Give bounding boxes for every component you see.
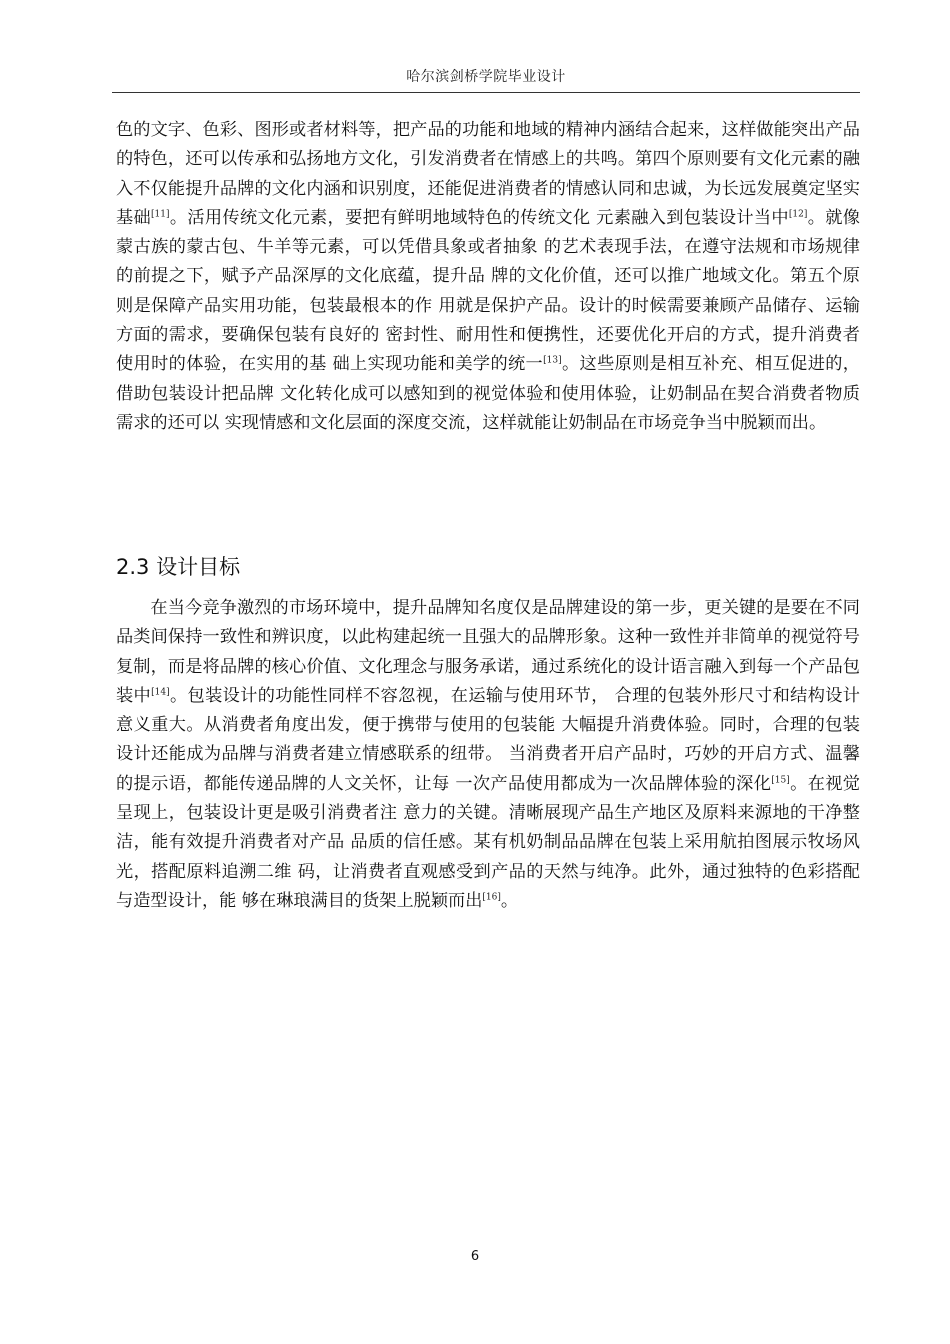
paragraph-text: 。就像蒙古族的蒙古包、牛羊等元素，可以凭借具象或者抽象 的艺术表现手法，在遵守法规和市场规律的前提之下，赋予产品深厚的文化底蕴，提升品 牌的文化价值，还可以推广地域文化。第五个原则是保障产品实用功能，包装最根本的作 用就是保护产品。设计的时候需要兼顾产品储存、运输方面的需求，要确保包装有良好的 密封性、耐用性和便携性，还要优化开启的方式，提升消费者使用时的体验，在实用的基 础上实现功能和美学的统一 [116,207,860,375]
paragraph-text: 。 [500,890,519,911]
header-divider [112,92,860,93]
running-header: 哈尔滨剑桥学院毕业设计 [406,69,566,85]
citation-marker: [13] [543,355,562,366]
body-paragraph [116,116,860,438]
citation-marker: [11] [151,209,170,220]
paragraph-text: 色的文字、色彩、图形或者材料等，把产品的功能和地域的精神内涵结合起来，这样做能突出产品的特色，还可以传承和弘扬地方文化，引发消费者在情感上的共鸣。第四个原则要有文化元素的融入不仅能提升品牌的文化内涵和识别度，还能促进消费者的情感认同和忠诚，为长远发展奠定坚实基础 [116,120,860,228]
body-paragraph [116,594,860,916]
citation-marker: [12] [788,209,808,220]
paragraph-text: 。包装设计的功能性同样不容忽视，在运输与使用环节， 合理的包装外形尺寸和结构设计意义重大。从消费者角度出发，便于携带与使用的包装能 大幅提升消费体验。同时，合理的包装设计还能成为品牌与消费者建立情感联系的纽带。 当消费者开启产品时，巧妙的开启方式、温馨的提示语，都能传递品牌的人文关怀，让每 一次产品使用都成为一次品牌体验的深化 [116,685,860,794]
paragraph-text: 。活用传统文化元素，要把有鲜明地域特色的传统文化 元素融入到包装设计当中 [169,207,789,228]
paragraph-text: 。这些原则是相互补充、相互促进的，借助包装设计把品牌 文化转化成可以感知到的视觉体验和使用体验，让奶制品在契合消费者物质需求的还可以 实现情感和文化层面的深度交流，这样就能让奶制品在市场竞争当中脱颖而出。 [116,354,860,433]
page-number: 6 [470,1249,480,1264]
paragraph-text: 在当今竞争激烈的市场环境中，提升品牌知名度仅是品牌建设的第一步，更关键的是要在不同品类间保持一致性和辨识度，以此构建起统一且强大的品牌形象。这种一致性并非简单的视觉符号复制，而是将品牌的核心价值、文化理念与服务承诺，通过系统化的设计语言融入到每一个产品包装中 [116,598,860,706]
section-heading: 2.3 设计目标 [116,555,241,579]
citation-marker: [15] [771,775,790,786]
citation-marker: [14] [151,687,170,698]
citation-marker: [16] [482,892,501,903]
paragraph-text: 。在视觉呈现上，包装设计更是吸引消费者注 意力的关键。清晰展现产品生产地区及原料来源地的干净整洁，能有效提升消费者对产品 品质的信任感。某有机奶制品品牌在包装上采用航拍图展示牧场风光，搭配原料追溯二维 码，让消费者直观感受到产品的天然与纯净。此外，通过独特的色彩搭配与造型设计，能 够在琳琅满目的货架上脱颖而出 [116,773,860,911]
